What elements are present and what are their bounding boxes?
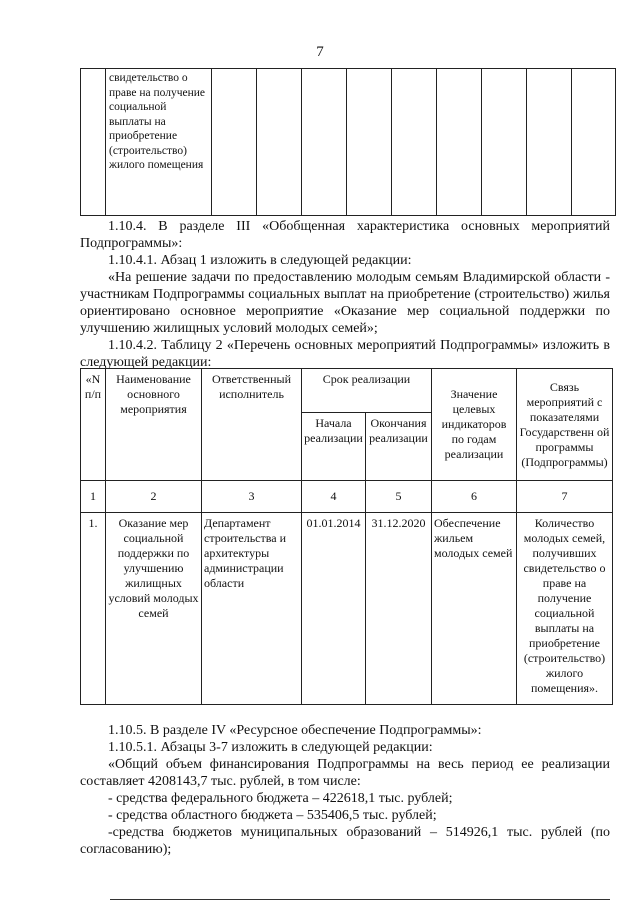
header-name: Наименование основного мероприятия <box>106 369 202 481</box>
continuation-cell <box>347 69 392 216</box>
col-number: 7 <box>517 481 613 513</box>
col-number: 2 <box>106 481 202 513</box>
header-indicator: Значение целевых индикаторов по годам реализации <box>432 369 517 481</box>
header-end: Окончания реализации <box>366 413 432 481</box>
paragraph-1-10-4-2: 1.10.4.2. Таблицу 2 «Перечень основных мероприятий Подпрограммы» изложить в следующей редакции: <box>80 338 610 370</box>
continuation-cell <box>482 69 527 216</box>
paragraph-1-10-5: 1.10.5. В разделе IV «Ресурсное обеспечение Подпрограммы»: <box>108 723 482 738</box>
paragraph-municipal-budget: -средства бюджетов муниципальных образований – 514926,1 тыс. рублей (по согласованию); <box>80 825 610 857</box>
continuation-cell-empty <box>81 69 106 216</box>
paragraph-quote-task: «На решение задачи по предоставлению молодым семьям Владимирской области - участникам Подпрограммы социальных выплат на приобретение (строительство) жилья ориентировано основное мероприятие «Оказание мер социальной поддержки по улучшению жилищных условий молодых семей»; <box>80 270 610 336</box>
paragraph-1-10-5-1: 1.10.5.1. Абзацы 3-7 изложить в следующей редакции: <box>108 740 433 755</box>
continuation-cell <box>212 69 257 216</box>
continuation-cell <box>527 69 572 216</box>
measures-table <box>80 368 613 705</box>
continuation-text: свидетельство о праве на получение социальной выплаты на приобретение (строительство) жилого помещения <box>109 72 206 171</box>
paragraph-total-funding: «Общий объем финансирования Подпрограммы на весь период ее реализации составляет 4208143,7 тыс. рублей, в том числе: <box>80 757 610 789</box>
row-name: Оказание мер социальной поддержки по улучшению жилищных условий молодых семей <box>106 513 202 705</box>
header-executor: Ответственный исполнитель <box>202 369 302 481</box>
continuation-cell <box>257 69 302 216</box>
row-indicator: Обеспечение жильем молодых семей <box>432 513 517 705</box>
col-number: 6 <box>432 481 517 513</box>
paragraph-regional-budget: - средства областного бюджета – 535406,5 тыс. рублей; <box>108 808 437 823</box>
page-number: 7 <box>316 44 324 60</box>
header-num: «N п/п <box>81 369 106 481</box>
header-period: Срок реализации <box>302 369 432 413</box>
paragraph-1-10-4: 1.10.4. В разделе III «Обобщенная характеристика основных мероприятий Подпрограммы»: <box>80 219 610 251</box>
header-start: Начала реализации <box>302 413 366 481</box>
row-start: 01.01.2014 <box>302 513 366 705</box>
continuation-cell <box>392 69 437 216</box>
col-number: 4 <box>302 481 366 513</box>
col-number: 1 <box>81 481 106 513</box>
row-num: 1. <box>81 513 106 705</box>
continuation-cell <box>572 69 616 216</box>
continuation-table <box>80 68 616 216</box>
continuation-cell-text <box>106 69 212 216</box>
row-end: 31.12.2020 <box>366 513 432 705</box>
continuation-cell <box>437 69 482 216</box>
row-executor: Департамент строительства и архитектуры администрации области <box>202 513 302 705</box>
continuation-cell <box>302 69 347 216</box>
row-link: Количество молодых семей, получивших свидетельство о праве на получение социальной выплаты на приобретение (строительство) жилого помещения». <box>517 513 613 705</box>
paragraph-federal-budget: - средства федерального бюджета – 422618,1 тыс. рублей; <box>108 791 453 806</box>
paragraph-1-10-4-1: 1.10.4.1. Абзац 1 изложить в следующей редакции: <box>108 253 412 268</box>
col-number: 5 <box>366 481 432 513</box>
footer-rule <box>110 899 610 900</box>
col-number: 3 <box>202 481 302 513</box>
header-link: Связь мероприятий с показателями Государственн ой программы (Подпрограммы) <box>517 369 613 481</box>
